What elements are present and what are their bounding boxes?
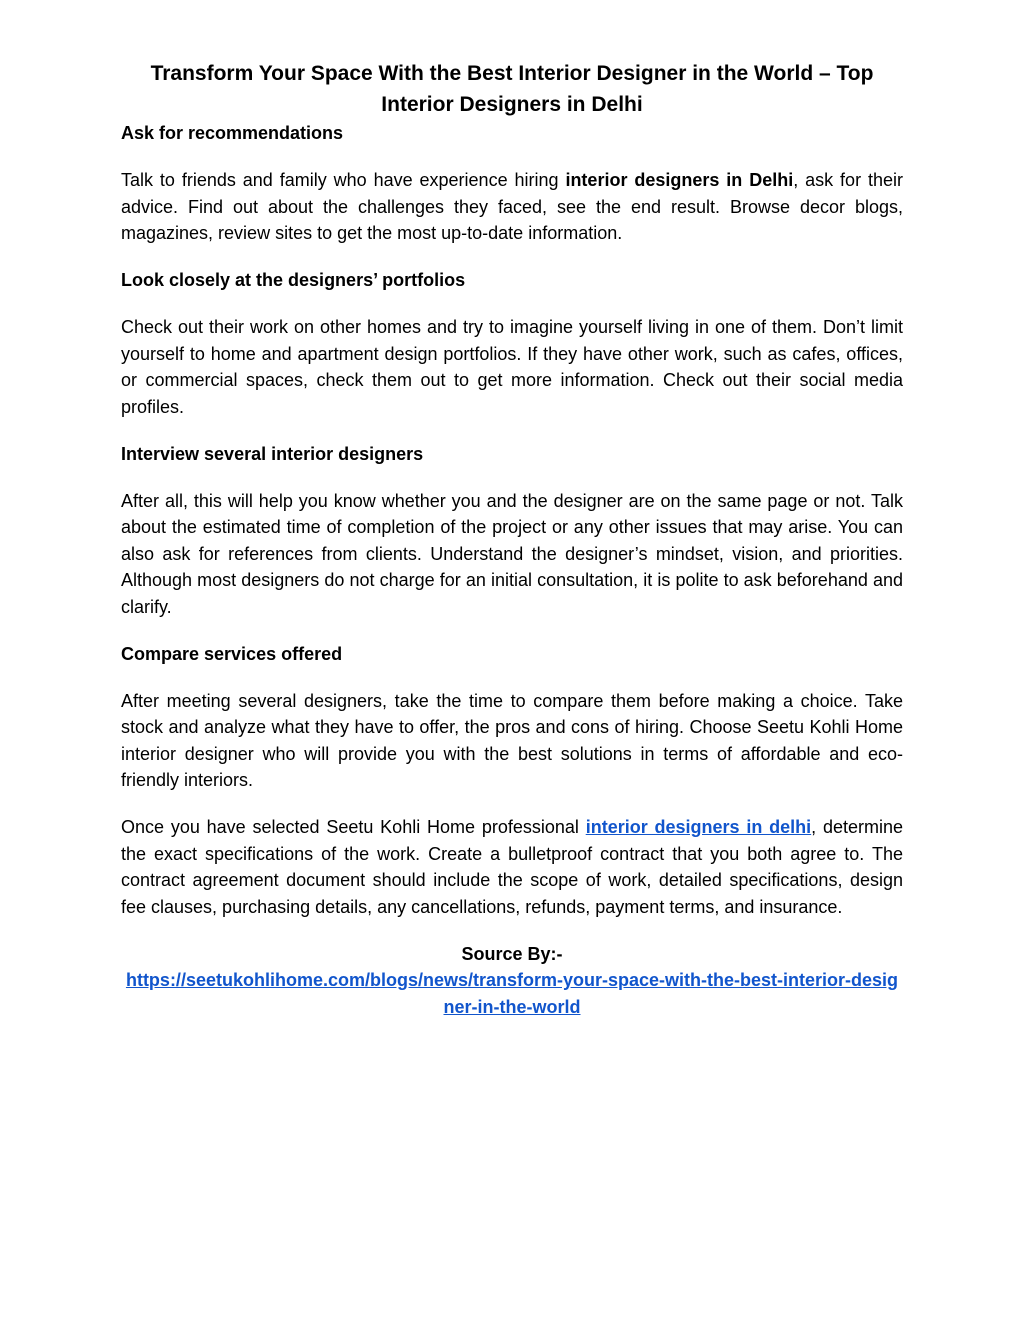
paragraph-text: Talk to friends and family who have experience hiring	[121, 170, 566, 190]
source-block	[121, 941, 903, 1021]
bold-keyword: interior designers in Delhi	[565, 170, 794, 190]
section-heading-recommendations: Ask for recommendations	[121, 123, 344, 143]
source-label: Source By:-	[461, 943, 563, 964]
document-title: Transform Your Space With the Best Interior Designer in the World – Top Interior Designers in Delhi	[150, 62, 874, 116]
section-paragraph-recommendations	[121, 167, 903, 247]
interior-designers-link[interactable]: interior designers in delhi	[585, 817, 812, 837]
closing-paragraph	[121, 814, 903, 920]
paragraph-text: , determine the exact specifications of the work. Create a bulletproof contract that you both agree to. The contract agreement document should include the scope of work, detailed specifications, design fee clauses, purchasing details, any cancellations, refunds, payment terms, and insurance.	[121, 817, 904, 917]
section-heading-compare: Compare services offered	[121, 643, 343, 664]
paragraph-text: , ask for their advice. Find out about the challenges they faced, see the end result. Browse decor blogs, magazines, review sites to get the most up-to-date information.	[121, 170, 903, 243]
source-url-link[interactable]: https://seetukohlihome.com/blogs/news/transform-your-space-with-the-best-interior-designer-in-the-world	[125, 970, 899, 1017]
document-page	[121, 58, 903, 1020]
section-paragraph-interview: After all, this will help you know whether you and the designer are on the same page or not. Talk about the estimated time of completion of the project or any other issues that may arise. You can also ask for references from clients. Understand the designer’s mindset, vision, and priorities. Although most designers do not charge for an initial consultation, it is polite to ask beforehand and clarify.	[121, 490, 903, 617]
section-paragraph-compare: After meeting several designers, take the time to compare them before making a choice. Take stock and analyze what they have to offer, the pros and cons of hiring. Choose Seetu Kohli Home interior designer who will provide you with the best solutions in terms of affordable and eco-friendly interiors.	[121, 690, 903, 790]
paragraph-text: Once you have selected Seetu Kohli Home professional	[121, 817, 586, 837]
section-heading-portfolios: Look closely at the designers’ portfolios	[121, 270, 466, 290]
section-paragraph-portfolios: Check out their work on other homes and try to imagine yourself living in one of them. Don’t limit yourself to home and apartment design portfolios. If they have other work, such as cafes, offices, or commercial spaces, check them out to get more information. Check out their social media profiles.	[121, 317, 903, 417]
section-heading-interview: Interview several interior designers	[121, 443, 424, 464]
